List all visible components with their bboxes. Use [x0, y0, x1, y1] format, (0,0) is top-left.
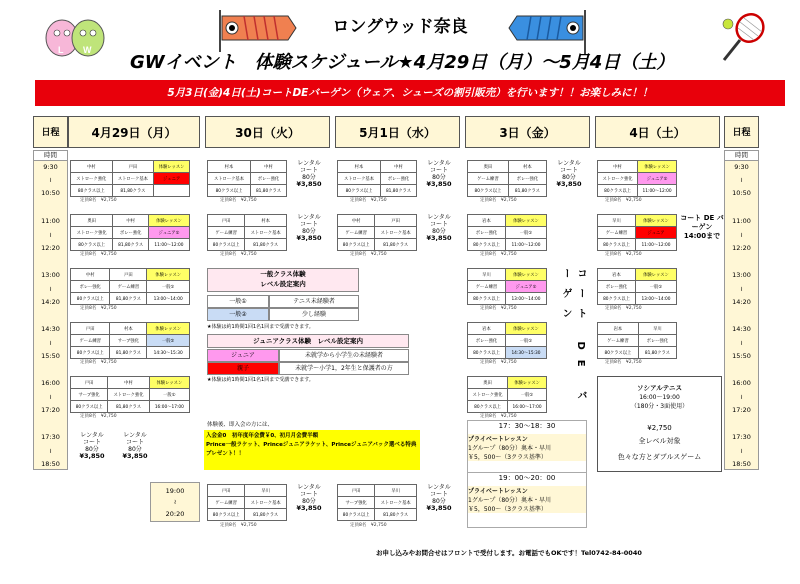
day-label-left: 日程: [33, 116, 68, 148]
lesson-block-0430-2[interactable]: 戸田 村本 ゲーム練習 ストローク基本 80クラス以上 81,80クラス: [207, 214, 287, 251]
lesson-block-0503-4[interactable]: 岩本 体験レッスン ボレー強化 一般① 80クラス以上 14:30～15:30: [467, 322, 547, 359]
court-de-bargain-note: コート DE バーゲン 14:00まで: [680, 214, 724, 240]
tennis-racket-icon: [718, 12, 768, 64]
promo-intro: 体験後、即入会の方には、: [207, 422, 274, 428]
time-slot-extra: 19:00 ≀ 20:20: [150, 482, 200, 522]
day-header-0430: 30日（火）: [205, 116, 330, 148]
level-guide-box: 一般クラス体験 レベル設定案内 一般① テニス未経験者 一般② 少し経験 ★体験は約1時間1回1名1回まで受講できます。 ジュニアクラス体験 レベル設定案内 ジュニア 未就学から小学生の未経験者 親子 未就学～小学1，2年生と保護者の方 ★体験は約1時間1回1名1回まで受講できます。: [207, 268, 457, 386]
court-de-bargain-vertical: コート DE バーゲン: [560, 268, 586, 411]
private-lesson-1[interactable]: 17：30～18：30 プライベートレッスン 1グループ（80分）奥本・早川 ￥5，500～（3クラス基準）: [467, 420, 587, 476]
lesson-block-0504-1[interactable]: 中村 体験レッスン ストローク強化 ジュニア① 80クラス以上 11:00～12:00: [597, 160, 677, 197]
rental-court-0501-1[interactable]: レンタル コート 80分 ¥3,850: [426, 160, 452, 188]
level-guide-title: 一般クラス体験 レベル設定案内: [207, 268, 359, 292]
social-tennis-box[interactable]: ソシアルテニス 16:00～19:00 （180分・3面使用） ¥2,750 全レベル対象 色々な方とダブルスゲーム: [597, 376, 722, 472]
time-column-left: 時間 9:30 ≀ 10:50 11:00 ≀ 12:20 13:00 ≀ 14:20 14:30 ≀ 15:50 16:00 ≀ 17:20 17:30 ≀ 18:50: [33, 150, 68, 470]
bargain-banner: 5月3日(金)4日(土)コートDEバーゲン（ウェア、シューズの割引販売）を行います！！お楽しみに！！: [35, 80, 785, 106]
footer-contact: お申し込みやお問合せはフロントで受付します。お電話でもOKです！Tel0742-84-0040: [376, 549, 642, 557]
lesson-block-0501-night[interactable]: 戸田 早川 サーブ強化 ストローク基本 80クラス以上 81,80クラス: [337, 484, 417, 521]
lesson-block-0504-3[interactable]: 岩本 体験レッスン ボレー強化 一般① 80クラス以上 13:00～14:00: [597, 268, 677, 305]
mascot-logo: [40, 8, 110, 64]
time-column-right: 時間 9:30 ≀ 10:50 11:00 ≀ 12:20 13:00 ≀ 14:20 14:30 ≀ 15:50 16:00 ≀ 17:20 17:30 ≀ 18:50: [724, 150, 759, 470]
day-label-right: 日程: [724, 116, 759, 148]
private-lesson-2[interactable]: 19：00～20：00 プライベートレッスン 1グループ（80分）奥本・早川 ￥5，500～（3クラス基準）: [467, 472, 587, 528]
rental-court-0503-1[interactable]: レンタル コート 80分 ¥3,850: [556, 160, 582, 188]
rental-court-0430-1[interactable]: レンタル コート 80分 ¥3,850: [296, 160, 322, 188]
lesson-block-0504-4[interactable]: 岩本 早川 ゲーム練習 ボレー強化 80クラス以上 81,80クラス: [597, 322, 677, 359]
svg-text:L: L: [58, 45, 64, 55]
junior-guide-title: ジュニアクラス体験 レベル設定案内: [207, 334, 409, 348]
lesson-block-0504-2[interactable]: 早川 体験レッスン ゲーム練習 ジュニア 80クラス以上 11:00～12:00: [597, 214, 677, 251]
rental-court-0429-b[interactable]: レンタル コート 80分 ¥3,850: [122, 432, 148, 460]
lesson-block-0430-night[interactable]: 戸田 早川 ゲーム練習 ストローク基本 80クラス以上 81,80クラス: [207, 484, 287, 521]
lesson-block-0503-2[interactable]: 岩本 体験レッスン ボレー強化 一般① 80クラス以上 11:00～12:00: [467, 214, 547, 251]
day-header-0429: 4月29日（月）: [68, 116, 200, 148]
lesson-block-0430-1[interactable]: 村本 中村 ストローク基本 ボレー強化 80クラス以上 81,80クラス: [207, 160, 287, 197]
rental-court-0429-a[interactable]: レンタル コート 80分 ¥3,850: [79, 432, 105, 460]
lesson-block-0429-4[interactable]: 戸田 村本 体験レッスン ゲーム練習 サーブ強化 一般② 80クラス以上 81,80クラス 14:30～15:30: [70, 322, 190, 359]
day-header-0501: 5月1日（水）: [335, 116, 460, 148]
day-header-0504: 4日（土）: [595, 116, 720, 148]
org-name: ロングウッド奈良: [332, 17, 468, 37]
rental-court-0501-night[interactable]: レンタル コート 80分 ¥3,850: [426, 484, 452, 512]
lesson-block-0429-1[interactable]: 中村 戸田 体験レッスン ストローク強化 ストローク基本 ジュニア 80クラス以上 81,80クラス: [70, 160, 190, 197]
page-title: GWイベント 体験スケジュール★4月29日（月）～5月4日（土）: [130, 52, 675, 73]
koinobori-icon: [218, 10, 298, 52]
promo-box: 入会金0 初年度年会費￥0、初月月会費半額 Prince一般ラケット、Princeジュニアラケット、Princeジュニアバック選べる特典 プレゼント！！: [204, 430, 420, 470]
lesson-block-0429-5[interactable]: 戸田 中村 体験レッスン サーブ強化 ストローク強化 一般① 80クラス以上 81,80クラス 16:00～17:00: [70, 376, 190, 413]
rental-court-0430-2[interactable]: レンタル コート 80分 ¥3,850: [296, 214, 322, 242]
rental-court-0430-night[interactable]: レンタル コート 80分 ¥3,850: [296, 484, 322, 512]
lesson-block-0501-1[interactable]: 村本 中村 ストローク基本 ボレー強化 80クラス以上 81,80クラス: [337, 160, 417, 197]
lesson-block-0429-2[interactable]: 奥田 中村 体験レッスン ストローク強化 ボレー強化 ジュニア① 80クラス以上 81,80クラス 11:00～12:00: [70, 214, 190, 251]
lesson-block-0503-5[interactable]: 奥田 体験レッスン ストローク強化 一般① 80クラス以上 16:00～17:00: [467, 376, 547, 413]
lesson-block-0429-3[interactable]: 中村 戸田 体験レッスン ボレー強化 ゲーム練習 一般① 80クラス以上 81,80クラス 13:00～14:00: [70, 268, 190, 305]
fee-text: 定員8名 ¥2,750: [80, 198, 117, 203]
lesson-block-0501-2[interactable]: 中村 戸田 ゲーム練習 ストローク基本 80クラス以上 81,80クラス: [337, 214, 417, 251]
rental-court-0501-2[interactable]: レンタル コート 80分 ¥3,850: [426, 214, 452, 242]
day-header-0503: 3日（金）: [465, 116, 590, 148]
svg-text:W: W: [83, 45, 92, 55]
lesson-block-0503-1[interactable]: 奥田 村本 ゲーム練習 ボレー強化 80クラス以上 81,80クラス: [467, 160, 547, 197]
lesson-block-0503-3[interactable]: 早川 体験レッスン ゲーム練習 ジュニア① 80クラス以上 13:00～14:00: [467, 268, 547, 305]
